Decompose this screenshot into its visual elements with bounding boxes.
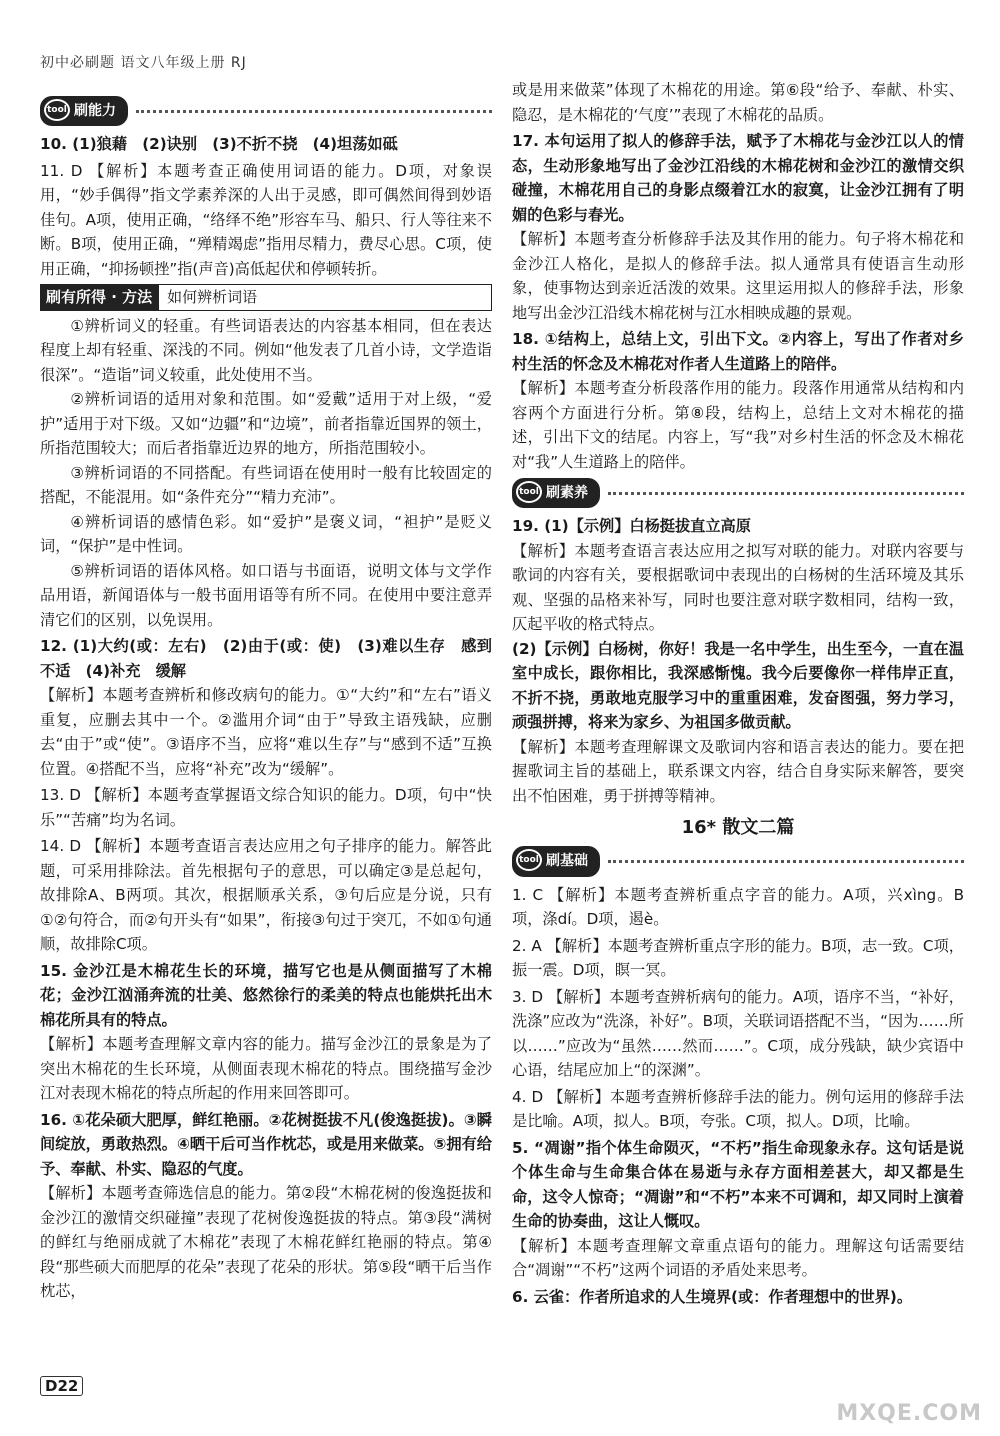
answer-17: 17. 本句运用了拟人的修辞手法，赋予了木棉花与金沙江以人的情态，生动形象地写出了金沙江沿线的木棉花树和金沙江的激情交织碰撞，木棉花用自己的身影点缀着江水的寂寞，让金沙江拥有了明媚的色彩与春光。 xyxy=(512,132,964,224)
analysis-17: 【解析】本题考查分析修辞手法及其作用的能力。句子将木棉花和金沙江人格化，是拟人的修辞手法。拟人通常具有使语言生动形象，使事物达到亲近活泼的效果。这里运用拟人的修辞手法，形象地写出金沙江沿线木棉花树与江水相映成趣的景观。 xyxy=(512,230,964,322)
tool-icon: tool xyxy=(44,99,70,121)
lesson-title: 16* 散文二篇 xyxy=(681,817,795,838)
method-tip-5: ⑤辨析词语的语体风格。如口语与书面语，说明文体与文学作品用语，新闻语体与一般书面用语等有所不同。在使用中要注意弄清它们的区别，以免误用。 xyxy=(40,561,492,629)
answer-18: 18. ①结构上，总结上文，引出下文。②内容上，写出了作者对乡村生活的怀念及木棉花对作者人生道路上的陪伴。 xyxy=(512,330,964,373)
tool-icon: tool xyxy=(516,481,542,503)
basic-answer-6: 6. 云雀：作者所追求的人生境界(或：作者理想中的世界)。 xyxy=(512,1287,913,1306)
basic-answer-1: 1. C 【解析】本题考查辨析重点字音的能力。A项，兴xìng。B项，涤dí。D项，遏è。 xyxy=(512,885,964,928)
method-tip-label: 刷有所得 · 方法 xyxy=(40,284,158,311)
method-tip-2: ②辨析词语的适用对象和范围。如“爱戴”适用于对上级，“爱护”适用于对下级。又如“边疆”和“边境”，前者指靠近国界的领土，所指范围较大；而后者指靠近边界的地方，所指范围较小。 xyxy=(40,390,492,457)
section-title: 刷能力 xyxy=(74,102,116,119)
right-column xyxy=(512,78,964,1309)
page-number: D22 xyxy=(40,1376,83,1396)
method-tip-header xyxy=(40,284,492,311)
answer-15: 15. 金沙江是木棉花生长的环境，描写它也是从侧面描写了木棉花；金沙江汹涌奔流的壮美、悠然徐行的柔美的特点也能烘托出木棉花所具有的特点。 xyxy=(40,961,492,1029)
answer-14: 14. D 【解析】本题考查语言表达应用之句子排序的能力。解答此题，可采用排除法。首先根据句子的意思，可以确定③是总起句，故排除A、B两项。其次，根据顺承关系，③句后应是分说，只有①②句符合，而②句开头有“如果”，衔接③句过于突兀，不如①句通顺，故排除C项。 xyxy=(40,837,492,953)
basic-answer-2: 2. A 【解析】本题考查辨析重点字形的能力。B项，志一致。C项，振一震。D项，瞑一冥。 xyxy=(512,936,964,979)
section-header-suyang xyxy=(512,478,964,508)
analysis-15: 【解析】本题考查理解文章内容的能力。描写金沙江的景象是为了突出木棉花的生长环境，从侧面表现木棉花的特点。围绕描写金沙江对表现木棉花的特点所起的作用来回答即可。 xyxy=(40,1035,492,1102)
section-header-nengli xyxy=(40,96,492,126)
watermark: MXQE.COM xyxy=(836,1401,982,1426)
basic-analysis-5: 【解析】本题考查理解文章重点语句的能力。理解这句话需要结合“凋谢”“不朽”这两个词语的矛盾处来思考。 xyxy=(512,1236,964,1279)
running-header: 初中必刷题 语文八年级上册 RJ xyxy=(40,55,247,71)
answer-10: 10. (1)狼藉 (2)诀别 (3)不折不挠 (4)坦荡如砥 xyxy=(40,135,398,153)
left-column xyxy=(40,92,492,1304)
section-badge xyxy=(512,846,600,877)
method-tip-3: ③辨析词语的不同搭配。有些词语在使用时一般有比较固定的搭配，不能混用。如“条件充分”“精力充沛”。 xyxy=(40,463,492,506)
analysis-19-2: 【解析】本题考查理解课文及歌词内容和语言表达的能力。要在把握歌词主旨的基础上，联系课文内容，结合自身实际来解答，要突出不怕困难，勇于拼搏等精神。 xyxy=(512,737,964,805)
dotted-divider xyxy=(608,492,964,495)
method-tip-title: 如何辨析词语 xyxy=(158,284,492,311)
answer-12: 12. (1)大约(或：左右) (2)由于(或：使) (3)难以生存 感到不适 (4)补充 缓解 xyxy=(40,637,492,680)
analysis-16-continued: 或是用来做菜”体现了木棉花的用途。第⑥段“给予、奉献、朴实、隐忍，是木棉花的‘气度’”表现了木棉花的品质。 xyxy=(512,81,964,124)
section-badge xyxy=(512,478,600,509)
answer-11: 11. D 【解析】本题考查正确使用词语的能力。D项，对象误用，“妙手偶得”指文学素养深的人出于灵感，即可偶然间得到妙语佳句。A项，使用正确，“络绎不绝”形容车马、船只、行人等往来不断。B项，使用正确，“殚精竭虑”指用尽精力，费尽心思。C项，使用正确，“抑扬顿挫”指(声音)高低起伏和停顿转折。 xyxy=(40,161,492,278)
basic-answer-4: 4. D 【解析】本题考查辨析修辞手法的能力。例句运用的修辞手法是比喻。A项，拟人。B项，夸张。C项，拟人。D项，比喻。 xyxy=(512,1087,964,1130)
analysis-16: 【解析】本题考查筛选信息的能力。第②段“木棉花树的俊逸挺拔和金沙江的激情交织碰撞”表现了花树俊逸挺拔的特点。第③段“满树的鲜红与绝丽成就了木棉花”表现了木棉花鲜红艳丽的特点。第④段“那些硕大而肥厚的花朵”表现了花朵的形状。第⑤段“晒干后当作枕芯， xyxy=(40,1184,492,1300)
section-badge xyxy=(40,96,128,127)
answer-19-2: (2)【示例】白杨树，你好！我是一名中学生，出生至今，一直在温室中成长，跟你相比，我深感惭愧。我今后要像你一样伟岸正直，不折不挠，勇敢地克服学习中的重重困难，发奋图强，努力学习，顽强拼搏，将来为家乡、为祖国多做贡献。 xyxy=(512,639,964,731)
tool-icon: tool xyxy=(516,849,542,871)
method-tip-4: ④辨析词语的感情色彩。如“爱护”是褒义词，“袒护”是贬义词，“保护”是中性词。 xyxy=(40,512,492,555)
method-tip-1: ①辨析词义的轻重。有些词语表达的内容基本相同，但在表达程度上却有轻重、深浅的不同。例如“他发表了几首小诗，文学造诣很深”。“造诣”词义较重，此处使用不当。 xyxy=(40,316,492,384)
analysis-18: 【解析】本题考查分析段落作用的能力。段落作用通常从结构和内容两个方面进行分析。第⑧段，结构上，总结上文对木棉花的描述，引出下文的结尾。内容上，写“我”对乡村生活的怀念及木棉花对“我”人生道路上的陪伴。 xyxy=(512,379,964,471)
answer-13: 13. D 【解析】本题考查掌握语文综合知识的能力。D项，句中“快乐”“苦痛”均为名词。 xyxy=(40,786,492,829)
analysis-19-1: 【解析】本题考查语言表达应用之拟写对联的能力。对联内容要与歌词的内容有关，要根据歌词中表现出的白杨树的生活环境及其乐观、坚强的品格来补写，同时也要注意对联字数相同，结构一致，仄起平收的格式特点。 xyxy=(512,541,964,633)
answer-16: 16. ①花朵硕大肥厚，鲜红艳丽。②花树挺拔不凡(俊逸挺拔)。③瞬间绽放，勇敢热烈。④晒干后可当作枕芯，或是用来做菜。⑤拥有给予、奉献、朴实、隐忍的气度。 xyxy=(40,1110,492,1178)
answer-19-1: 19. (1)【示例】白杨挺拔直立高原 xyxy=(512,517,751,535)
basic-answer-3: 3. D 【解析】本题考查辨析病句的能力。A项，语序不当，“补好，洗涤”应改为“洗涤，补好”。B项，关联词语搭配不当，“因为……所以……”应改为“虽然……然而……”。C项，成分残缺，缺少宾语中心语，结尾应加上“的深渊”。 xyxy=(512,987,964,1079)
section-header-jichu xyxy=(512,847,964,877)
analysis-12: 【解析】本题考查辨析和修改病句的能力。①“大约”和“左右”语义重复，应删去其中一个。②滥用介词“由于”导致主语残缺，应删去“由于”或“使”。③语序不当，应将“难以生存”与“感到不适”互换位置。④搭配不当，应将“补充”改为“缓解”。 xyxy=(40,686,492,778)
dotted-divider xyxy=(608,860,964,863)
section-title: 刷素养 xyxy=(546,484,588,501)
section-title: 刷基础 xyxy=(546,853,588,870)
basic-answer-5: 5. “凋谢”指个体生命陨灭，“不朽”指生命现象永存。这句话是说个体生命与生命集合体在易逝与永存方面相差甚大，却又都是生命，这令人惊奇；“凋谢”和“不朽”本来不可调和，却又同时上演着生命的协奏曲，这让人慨叹。 xyxy=(512,1138,964,1230)
dotted-divider xyxy=(136,110,492,113)
